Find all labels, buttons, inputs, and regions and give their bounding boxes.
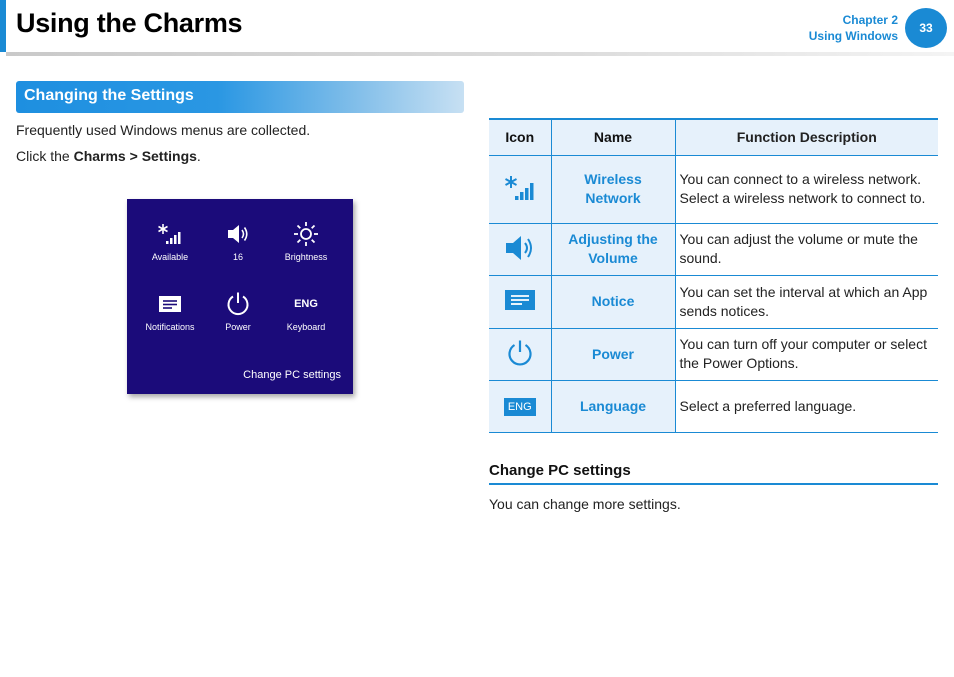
section-title: Changing the Settings	[24, 87, 194, 104]
change-pc-heading: Change PC settings	[489, 462, 631, 479]
notification-icon	[135, 289, 205, 319]
change-pc-divider	[489, 483, 938, 485]
tile-label-keyboard: Keyboard	[286, 322, 326, 332]
tile-keyboard[interactable]	[271, 289, 341, 332]
name-line-1: Adjusting the	[568, 231, 658, 247]
section-heading-bar	[16, 81, 464, 113]
tile-label-brightness: Brightness	[284, 252, 328, 262]
instruction-prefix: Click the	[16, 148, 74, 164]
wireless-signal-icon	[504, 189, 536, 205]
change-pc-settings-link[interactable]: Change PC settings	[243, 369, 341, 381]
instruction-separator: >	[125, 148, 142, 164]
intro-text: Frequently used Windows menus are collected.	[16, 122, 311, 138]
table-cell-description: You can connect to a wireless network. Select a wireless network to connect to.	[675, 155, 938, 223]
instruction-settings: Settings	[141, 148, 197, 164]
brightness-icon	[271, 219, 341, 249]
table-cell-name	[551, 155, 675, 223]
table-cell-name	[551, 223, 675, 275]
table-cell-description: You can set the interval at which an App sends notices.	[675, 275, 938, 328]
tile-power[interactable]	[203, 289, 273, 332]
function-table	[489, 118, 938, 433]
tile-notifications[interactable]	[135, 289, 205, 332]
power-icon	[203, 289, 273, 319]
name-line-2: Volume	[588, 250, 638, 266]
name-line-2: Network	[585, 190, 641, 206]
table-cell-icon	[489, 155, 551, 223]
charms-settings-panel	[127, 199, 353, 394]
chapter-number: Chapter 2	[842, 13, 898, 27]
tile-network[interactable]	[135, 219, 205, 262]
table-cell-description: Select a preferred language.	[675, 380, 938, 432]
instruction-suffix: .	[196, 148, 201, 164]
table-cell-icon	[489, 275, 551, 328]
language-icon: ENG	[504, 398, 536, 416]
tile-label-volume: 16	[232, 252, 243, 262]
change-pc-text: You can change more settings.	[489, 496, 681, 512]
table-row	[489, 275, 938, 328]
table-row	[489, 328, 938, 380]
tile-label-power: Power	[225, 322, 251, 332]
tile-volume[interactable]	[203, 219, 273, 262]
speaker-icon	[203, 219, 273, 249]
column-header-icon: Icon	[489, 119, 551, 155]
table-row	[489, 155, 938, 223]
table-cell-icon	[489, 328, 551, 380]
table-row	[489, 380, 938, 432]
column-header-description: Function Description	[675, 119, 938, 155]
table-row	[489, 223, 938, 275]
table-cell-icon	[489, 223, 551, 275]
chapter-label	[809, 12, 898, 44]
tile-label-network: Available	[151, 252, 189, 262]
tile-brightness[interactable]	[271, 219, 341, 262]
instruction-text	[16, 148, 201, 164]
page-number-badge: 33	[905, 8, 947, 48]
page-title: Using the Charms	[16, 8, 243, 38]
name-line-1: Notice	[591, 293, 635, 309]
notification-icon	[505, 297, 535, 313]
header-divider	[6, 52, 954, 56]
table-cell-description: You can adjust the volume or mute the sound.	[675, 223, 938, 275]
table-cell-name	[551, 275, 675, 328]
table-cell-name	[551, 380, 675, 432]
name-line-1: Power	[591, 345, 634, 362]
table-cell-icon	[489, 380, 551, 432]
column-header-name: Name	[551, 119, 675, 155]
wireless-signal-icon	[135, 219, 205, 249]
instruction-charms: Charms	[73, 148, 126, 164]
table-cell-name	[551, 328, 675, 380]
keyboard-language-indicator: ENG	[294, 298, 318, 310]
name-line-1: Wireless	[584, 171, 642, 187]
table-cell-description: You can turn off your computer or select the Power Options.	[675, 328, 938, 380]
chapter-name: Using Windows	[808, 29, 898, 43]
speaker-icon	[504, 250, 536, 266]
tile-label-notifications: Notifications	[145, 322, 195, 332]
name-line-1: Language	[579, 397, 647, 414]
table-header-row	[489, 119, 938, 155]
header-accent-bar	[0, 0, 6, 52]
power-icon	[506, 354, 534, 370]
